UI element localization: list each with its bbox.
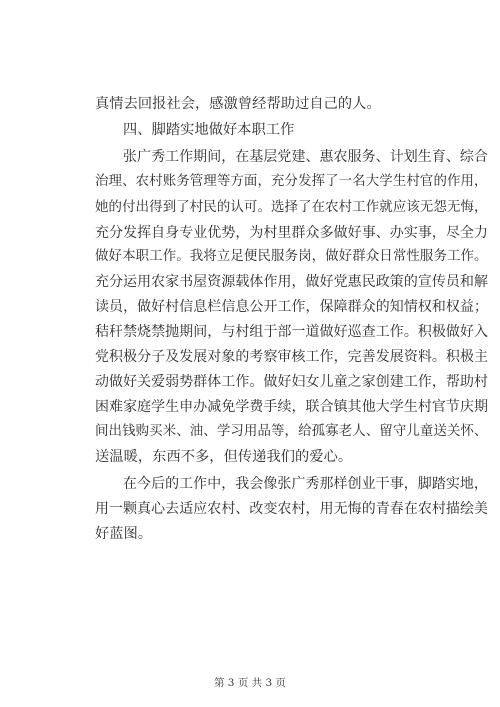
paragraph-line: 困难家庭学生申办减免学费手续，联合镇其他大学生村官节庆期 bbox=[95, 399, 489, 415]
paragraph-line: 党积极分子及发展对象的考察审核工作，完善发展资料。积极主 bbox=[95, 349, 489, 365]
paragraph-line: 间出钱购买米、油、学习用品等，给孤寡老人、留守儿童送关怀、 bbox=[95, 424, 488, 439]
paragraph-line: 好蓝图。 bbox=[95, 526, 153, 542]
paragraph-line: 在今后的工作中，我会像张广秀那样创业干事，脚踏实地， bbox=[123, 476, 488, 492]
paragraph-line: 读员，做好村信息栏信息公开工作，保障群众的知情权和权益； bbox=[95, 299, 489, 315]
paragraph-line: 秸秆禁烧禁抛期间，与村组于部一道做好巡查工作。积极做好入 bbox=[95, 324, 489, 340]
paragraph-line: 充分运用农家书屋资源载体作用，做好党惠民政策的宣传员和解 bbox=[95, 274, 489, 290]
paragraph-line: 做好本职工作。我将立足便民服务岗，做好群众日常性服务工作。 bbox=[95, 249, 488, 264]
paragraph-line: 动做好关爱弱势群体工作。做好妇女儿童之家创建工作，帮助村 bbox=[95, 374, 489, 390]
paragraph-line: 充分发挥自身专业优势，为村里群众多做好事、办实事，尽全力 bbox=[95, 225, 489, 241]
section-heading: 四、脚踏实地做好本职工作 bbox=[123, 122, 295, 138]
paragraph-line: 送温暖，东西不多，但传递我们的爱心。 bbox=[95, 449, 353, 465]
page-footer: 第 3 页 共 3 页 bbox=[213, 677, 287, 689]
paragraph-line: 治理、农村账务管理等方面，充分发挥了一名大学生村官的作用， bbox=[95, 174, 488, 189]
paragraph-line: 她的付出得到了村民的认可。选择了在农村工作就应该无怨无悔， bbox=[95, 200, 488, 215]
paragraph-line: 张广秀工作期间，在基层党建、惠农服务、计划生育、综合 bbox=[123, 149, 488, 165]
paragraph-line: 真情去回报社会，感激曾经帮助过自己的人。 bbox=[95, 96, 381, 112]
paragraph-line: 用一颗真心去适应农村、改变农村，用无悔的青春在农村描绘美 bbox=[95, 501, 489, 517]
